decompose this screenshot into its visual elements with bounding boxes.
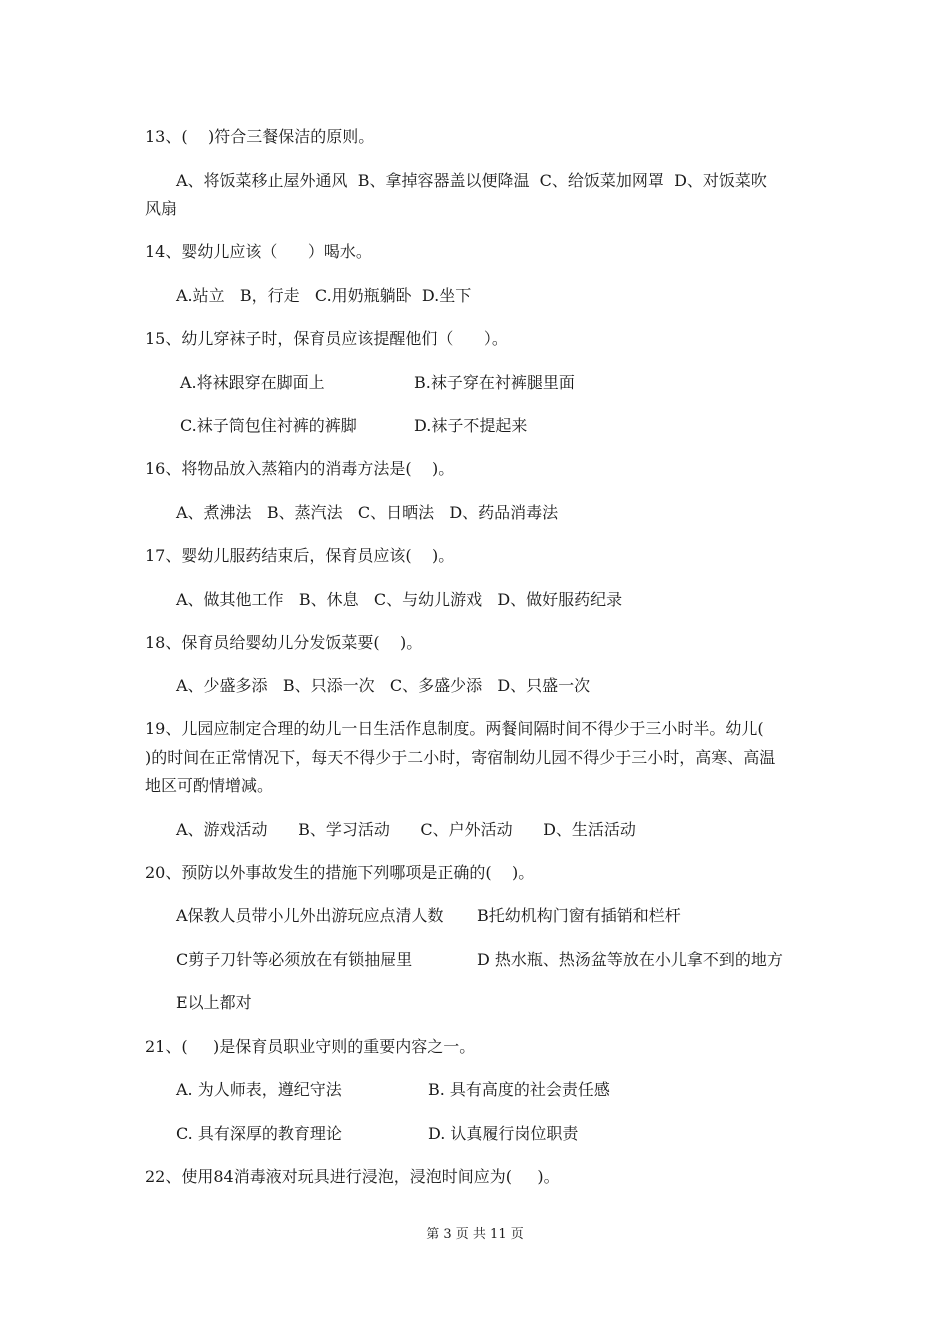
question-16-options: A、煮沸法 B、蒸汽法 C、日晒法 D、药品消毒法 [176, 503, 559, 522]
question-20-option-b: B托幼机构门窗有插销和栏杆 [477, 906, 681, 925]
question-13-options-cont: 风扇 [145, 199, 178, 218]
question-20-option-a: A保教人员带小儿外出游玩应点清人数 [176, 906, 444, 925]
page-number-footer: 第 3 页 共 11 页 [426, 1227, 524, 1242]
question-21-option-c: C. 具有深厚的教育理论 [176, 1124, 342, 1143]
question-18-options: A、少盛多添 B、只添一次 C、多盛少添 D、只盛一次 [176, 676, 591, 695]
question-13-options: A、将饭菜移止屋外通风 B、拿掉容器盖以便降温 C、给饭菜加网罩 D、对饭菜吹 [176, 171, 767, 190]
question-21-option-b: B. 具有高度的社会责任感 [428, 1080, 610, 1099]
question-13-stem: 13、( )符合三餐保洁的原则。 [145, 127, 375, 146]
question-19-options: A、游戏活动 B、学习活动 C、户外活动 D、生活活动 [176, 820, 636, 839]
question-19-stem-cont: )的时间在正常情况下，每天不得少于二小时，寄宿制幼儿园不得少于三小时，高寒、高温 [145, 748, 776, 767]
question-20-option-d: D 热水瓶、热汤盆等放在小儿拿不到的地方 [477, 950, 783, 969]
question-19-stem: 19、儿园应制定合理的幼儿一日生活作息制度。两餐间隔时间不得少于三小时半。幼儿( [145, 719, 764, 738]
question-21-stem: 21、( )是保育员职业守则的重要内容之一。 [145, 1037, 476, 1056]
question-15-option-c: C.袜子筒包住衬裤的裤脚 [180, 416, 357, 435]
question-20-option-c: C剪子刀针等必须放在有锁抽屉里 [176, 950, 413, 969]
question-15-option-b: B.袜子穿在衬裤腿里面 [414, 373, 575, 392]
question-14-stem: 14、婴幼儿应该（ ）喝水。 [145, 242, 372, 261]
question-15-option-d: D.袜子不提起来 [414, 416, 528, 435]
question-18-stem: 18、保育员给婴幼儿分发饭菜要( )。 [145, 633, 423, 652]
question-20-option-e: E以上都对 [176, 993, 252, 1012]
question-14-options: A.站立 B，行走 C.用奶瓶躺卧 D.坐下 [176, 286, 472, 305]
question-22-stem: 22、使用84消毒液对玩具进行浸泡，浸泡时间应为( )。 [145, 1167, 560, 1186]
question-15-stem: 15、幼儿穿袜子时，保育员应该提醒他们（ ）。 [145, 329, 508, 348]
question-17-options: A、做其他工作 B、休息 C、与幼儿游戏 D、做好服药纪录 [176, 590, 623, 609]
question-17-stem: 17、婴幼儿服药结束后，保育员应该( )。 [145, 546, 455, 565]
question-21-option-a: A. 为人师表，遵纪守法 [176, 1080, 342, 1099]
question-19-stem-cont2: 地区可酌情增减。 [145, 776, 274, 795]
question-21-option-d: D. 认真履行岗位职责 [428, 1124, 579, 1143]
question-16-stem: 16、将物品放入蒸箱内的消毒方法是( )。 [145, 459, 455, 478]
question-15-option-a: A.将袜跟穿在脚面上 [180, 373, 325, 392]
question-20-stem: 20、预防以外事故发生的措施下列哪项是正确的( )。 [145, 863, 535, 882]
